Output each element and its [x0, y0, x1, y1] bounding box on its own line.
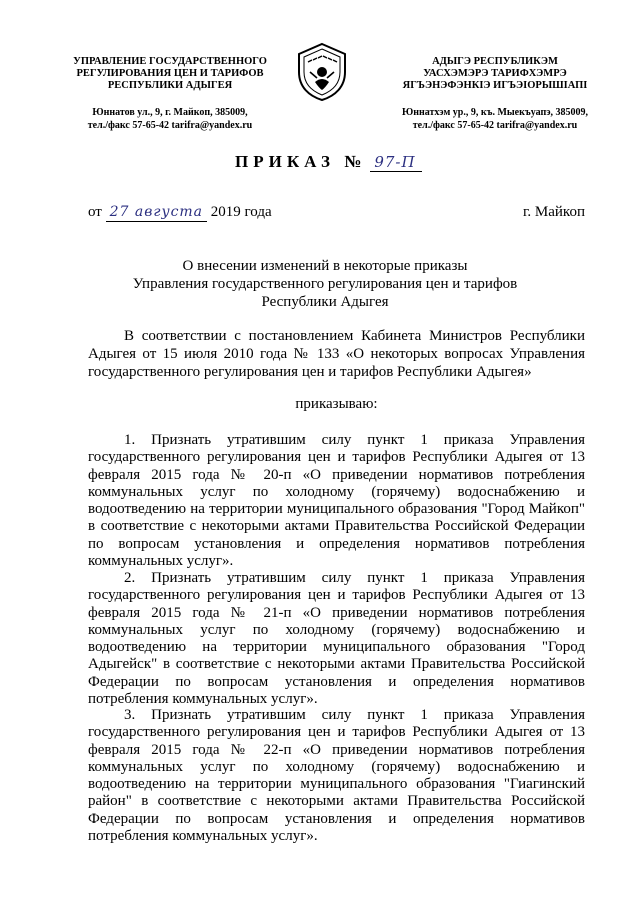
order-subject: [90, 257, 560, 311]
date-handwritten: 27 августа: [106, 204, 207, 222]
item-1: 1. Признать утратившим силу пункт 1 приказа Управления государственного регулирования цен и тарифов Республики Адыгея от 13 февраля 2015 года № 20-п «О приведении нормативов потребления коммунальных услуг по холодному (горячему) водоснабжению и водоотведению на территории муниципального образования "Город Майкоп" в соответствие с некоторыми актами Правительства Российской Федерации по вопросам установления и определения нормативов потребления коммунальных услуг».: [88, 432, 585, 570]
right-org-line-2: УАСХЭМЭРЭ ТАРИФХЭМРЭ: [423, 68, 567, 79]
coat-of-arms-emblem: [295, 42, 349, 102]
left-org-line-2: РЕГУЛИРОВАНИЯ ЦЕН И ТАРИФОВ: [76, 68, 264, 79]
order-word: приказываю:: [295, 396, 378, 412]
item-3: 3. Признать утратившим силу пункт 1 приказа Управления государственного регулирования цен и тарифов Республики Адыгея от 13 февраля 2015 года № 22-п «О приведении нормативов потребления коммунальных услуг по холодному (горячему) водоснабжению и водоотведению на территории муниципального образования "Гиагинский район" в соответствие с некоторыми актами Правительства Российской Федерации по вопросам установления и определения нормативов потребления коммунальных услуг».: [88, 707, 585, 845]
right-org-line-3: ЯГЪЭНЭФЭНКIЭ ИГЪЭIОРЫШIАПI: [402, 80, 588, 91]
left-address-line-2: тел./факс 57-65-42 tarifra@yandex.ru: [87, 120, 253, 131]
right-org-line-1: АДЫГЭ РЕСПУБЛИКЭМ: [432, 56, 558, 67]
order-title: ПРИКАЗ №: [235, 152, 367, 171]
left-org-line-1: УПРАВЛЕНИЕ ГОСУДАРСТВЕННОГО: [73, 56, 267, 67]
right-address-block: [380, 106, 610, 132]
subject-line-3: Республики Адыгея: [261, 294, 389, 310]
left-address-line-1: Юннатов ул., 9, г. Майкоп, 385009,: [92, 107, 248, 118]
right-address-line-2: тел./факс 57-65-42 tarifra@yandex.ru: [412, 120, 578, 131]
subject-line-2: Управления государственного регулирования цен и тарифов: [132, 276, 518, 292]
item-2: 2. Признать утратившим силу пункт 1 приказа Управления государственного регулирования цен и тарифов Республики Адыгея от 13 февраля 2015 года № 21-п «О приведении нормативов потребления коммунальных услуг по холодному (горячему) водоснабжению и водоотведению на территории муниципального образования "Город Адыгейск" в соответствие с некоторыми актами Правительства Российской Федерации по вопросам установления и определения нормативов потребления коммунальных услуг».: [88, 570, 585, 708]
order-title-row: [235, 152, 495, 172]
subject-line-1: О внесении изменений в некоторые приказы: [182, 258, 468, 274]
date-line: [88, 204, 272, 222]
right-address-line-1: Юннатхэм ур., 9, къ. Мыекъуапэ, 385009,: [401, 107, 589, 118]
left-org-block: [55, 56, 285, 92]
preamble-paragraph: В соответствии с постановлением Кабинета Министров Республики Адыгея от 15 июля 2010 года № 133 «О некоторых вопросах Управления государственного регулирования цен и тарифов Республики Адыгея»: [88, 328, 585, 380]
left-address-block: [55, 106, 285, 132]
left-org-line-3: РЕСПУБЛИКИ АДЫГЕЯ: [107, 80, 233, 91]
right-org-block: [380, 56, 610, 92]
city: г. Майкоп: [522, 204, 585, 220]
date-suffix: 2019 года: [210, 204, 272, 220]
order-number-handwritten: 97-П: [370, 153, 421, 172]
date-prefix: от: [88, 204, 102, 220]
